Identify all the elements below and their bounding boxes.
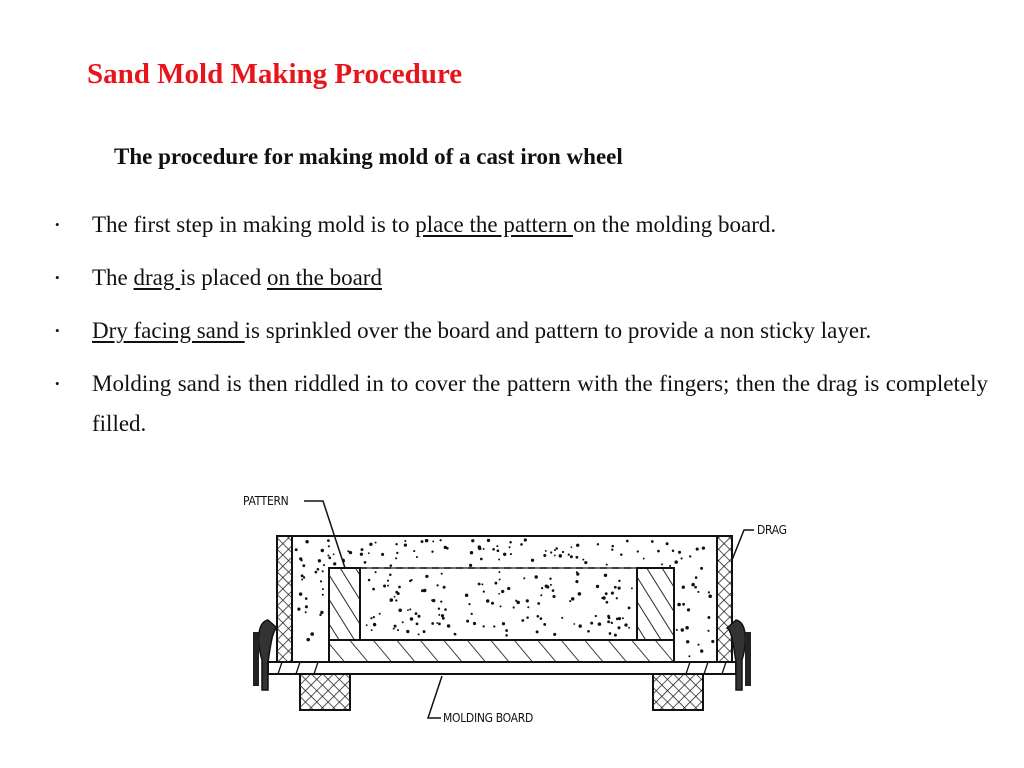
sand-dot xyxy=(394,625,397,628)
right-clamp-pin xyxy=(745,632,751,686)
sand-dot xyxy=(678,551,681,554)
sand-dot xyxy=(454,633,457,636)
sand-dot xyxy=(537,602,540,605)
sand-dot xyxy=(492,548,495,551)
sand-dot xyxy=(611,592,614,595)
sand-dot xyxy=(666,542,669,545)
sand-dot xyxy=(507,587,510,590)
sand-dot xyxy=(387,580,389,582)
sand-dot xyxy=(509,541,512,544)
sand-dot xyxy=(370,617,372,619)
bullet-dot: • xyxy=(55,376,60,391)
sand-dot xyxy=(681,628,684,631)
sand-dot xyxy=(595,615,597,617)
sand-dot xyxy=(674,560,677,563)
sand-dot xyxy=(534,575,537,578)
sand-dot xyxy=(526,599,529,602)
sand-dot xyxy=(297,607,300,610)
sand-dot xyxy=(333,553,335,555)
sand-dot xyxy=(540,617,543,620)
sand-dot xyxy=(364,561,367,564)
sand-dot xyxy=(499,579,501,581)
sand-dot xyxy=(390,564,393,567)
left-support-block xyxy=(300,674,350,710)
sand-dot xyxy=(672,550,675,553)
sand-dot xyxy=(502,622,505,625)
sand-dot xyxy=(305,597,308,600)
sand-dot xyxy=(299,592,302,595)
sand-dot xyxy=(440,601,442,603)
sand-dot xyxy=(597,543,599,545)
sand-dot xyxy=(486,599,489,602)
sand-dot xyxy=(526,616,529,619)
sand-dot xyxy=(395,599,397,601)
sand-dot xyxy=(702,546,705,549)
sand-dot xyxy=(697,644,699,646)
sand-dot xyxy=(614,586,617,589)
sand-dot xyxy=(550,584,552,586)
sand-dot xyxy=(570,555,573,558)
sand-dot xyxy=(669,565,671,567)
sand-dot xyxy=(416,556,418,558)
sand-dot xyxy=(687,608,690,611)
sand-dot xyxy=(575,580,578,583)
sand-dot xyxy=(587,630,590,633)
sand-dot xyxy=(483,625,485,627)
sand-dot xyxy=(394,596,396,598)
sand-dot xyxy=(483,590,485,592)
pattern-label: PATTERN xyxy=(243,494,289,508)
pattern-right-leg xyxy=(637,568,674,640)
sand-dot xyxy=(393,628,395,630)
sand-dot xyxy=(322,570,324,572)
sand-dot xyxy=(372,588,375,591)
sand-dot xyxy=(537,615,540,618)
sand-dot xyxy=(423,589,426,592)
sand-dot xyxy=(523,577,525,579)
sand-dot xyxy=(395,543,397,545)
sand-dot xyxy=(545,585,548,588)
sand-dot xyxy=(643,558,645,560)
sand-dot xyxy=(707,630,709,632)
sand-dot xyxy=(682,603,685,606)
sand-dot xyxy=(571,546,573,548)
sand-dot xyxy=(618,580,620,582)
sand-dot xyxy=(305,540,308,543)
sand-dot xyxy=(611,622,613,624)
sand-dot xyxy=(500,605,502,607)
bullet-underlined-text: drag xyxy=(133,265,181,290)
sand-dot xyxy=(366,624,368,626)
sand-dot xyxy=(561,617,563,619)
sand-dot xyxy=(616,618,619,621)
sand-dot xyxy=(555,547,558,550)
sand-dot xyxy=(562,551,564,553)
sand-dot xyxy=(468,603,470,605)
sand-dot xyxy=(466,620,469,623)
sand-dot xyxy=(696,548,699,551)
sand-dot xyxy=(397,592,400,595)
sand-dot xyxy=(301,578,303,580)
sand-dot xyxy=(295,548,298,551)
drag-left-wall xyxy=(277,536,292,662)
sand-dot xyxy=(540,594,542,596)
sand-dot xyxy=(320,611,323,614)
sand-dot xyxy=(657,550,660,553)
sand-dot xyxy=(360,553,363,556)
sand-dot xyxy=(322,594,324,596)
sand-dot xyxy=(554,554,556,556)
sand-dot xyxy=(487,539,490,542)
sand-dot xyxy=(614,634,617,637)
drag-leader-line xyxy=(732,530,754,560)
sand-dot xyxy=(571,597,574,600)
sand-dot xyxy=(628,627,630,629)
sand-dot xyxy=(661,563,663,565)
sand-dot xyxy=(545,550,547,552)
molding-board-leader-line xyxy=(428,676,442,718)
sand-dot xyxy=(442,617,445,620)
sand-dot xyxy=(317,568,320,571)
sand-dot xyxy=(387,585,389,587)
sand-dot xyxy=(395,557,397,559)
sand-dot xyxy=(503,553,506,556)
sand-dot xyxy=(498,593,500,595)
sand-dot xyxy=(447,624,450,627)
drag-right-wall xyxy=(717,536,732,662)
sand-dot xyxy=(436,622,438,624)
sand-dot xyxy=(497,549,500,552)
sand-dot xyxy=(494,582,497,585)
sand-dot xyxy=(306,638,310,642)
sand-dot xyxy=(682,586,685,589)
sand-dot xyxy=(315,571,318,574)
sand-dot xyxy=(436,584,438,586)
sand-dot xyxy=(396,552,398,554)
sand-dot xyxy=(368,552,370,554)
bullet-underlined-text: place the pattern xyxy=(415,212,573,237)
sand-dot xyxy=(578,624,581,627)
sand-dot xyxy=(700,649,703,652)
sand-dot xyxy=(425,575,428,578)
sand-dot xyxy=(708,591,710,593)
molding-board xyxy=(268,662,736,674)
bullet-dot: • xyxy=(55,270,60,285)
sand-dot xyxy=(611,545,614,548)
sand-dot xyxy=(505,634,508,637)
sand-dot xyxy=(432,540,434,542)
sand-dot xyxy=(328,545,330,547)
sand-dot xyxy=(631,587,633,589)
sand-dot xyxy=(549,578,551,580)
sand-dot xyxy=(373,616,375,618)
sand-dot xyxy=(550,551,552,553)
sand-dot xyxy=(501,590,504,593)
sand-dot xyxy=(323,564,325,566)
left-clamp-pin xyxy=(253,632,259,686)
sand-dot xyxy=(410,617,413,620)
sand-dot xyxy=(685,626,689,630)
slide-title: Sand Mold Making Procedure xyxy=(87,58,463,90)
sand-dot xyxy=(584,561,587,564)
sand-dot xyxy=(607,620,610,623)
sand-dot xyxy=(327,539,330,542)
sand-dot xyxy=(520,543,523,546)
sand-dot xyxy=(373,623,376,626)
sand-dot xyxy=(333,562,336,565)
sand-dot xyxy=(327,554,329,556)
sand-dot xyxy=(493,625,495,627)
sand-dot xyxy=(691,583,695,587)
sand-dot xyxy=(695,576,698,579)
sand-dot xyxy=(553,633,556,636)
sand-dot xyxy=(369,543,372,546)
sand-dot xyxy=(398,586,401,589)
sand-dot xyxy=(375,571,377,573)
sand-dot xyxy=(707,616,710,619)
sand-dot xyxy=(417,615,420,618)
sand-dot xyxy=(604,574,607,577)
sand-dot xyxy=(443,586,446,589)
sand-dot xyxy=(302,564,305,567)
sand-dot xyxy=(404,540,406,542)
sand-dot xyxy=(446,547,449,550)
sand-dot xyxy=(688,655,690,657)
sand-dot xyxy=(431,622,434,625)
sand-dot xyxy=(677,603,681,607)
bullet-text: is sprinkled over the board and pattern to provide a non sticky layer. xyxy=(244,318,872,343)
sand-dot xyxy=(498,559,500,561)
sand-dot xyxy=(381,553,384,556)
sand-dot xyxy=(617,626,620,629)
sand-dot xyxy=(598,622,602,626)
sand-dot xyxy=(596,585,599,588)
bullet-dot: • xyxy=(55,217,60,232)
sand-dot xyxy=(622,617,624,619)
sand-dot xyxy=(711,640,714,643)
drag-label: DRAG xyxy=(757,523,787,537)
sand-dot xyxy=(651,540,654,543)
sand-dot xyxy=(531,559,534,562)
sand-dot xyxy=(521,619,524,622)
bullet-text: on the molding board. xyxy=(572,212,777,237)
sand-dot xyxy=(568,554,570,556)
sand-dot xyxy=(431,551,433,553)
sand-dot xyxy=(576,544,579,547)
sand-dot xyxy=(328,557,331,560)
sand-dot xyxy=(608,616,611,619)
sand-dot xyxy=(465,594,469,598)
pattern-base xyxy=(329,640,674,662)
sand-dot xyxy=(479,583,481,585)
sand-dot xyxy=(438,607,440,609)
bullet-text: is placed xyxy=(180,265,267,290)
sand-dot xyxy=(478,547,481,550)
slide-subtitle: The procedure for making mold of a cast iron wheel xyxy=(114,144,623,169)
sand-dot xyxy=(602,596,606,600)
sand-dot xyxy=(441,614,444,617)
sand-dot xyxy=(404,543,407,546)
sand-dot xyxy=(416,623,419,626)
sand-dot xyxy=(483,548,485,550)
sand-dot xyxy=(390,598,394,602)
sand-dot xyxy=(407,609,409,611)
sand-dot xyxy=(509,546,511,548)
right-support-block xyxy=(653,674,703,710)
sand-dot xyxy=(578,592,582,596)
bullet-text: Molding sand is then riddled in to cover the pattern with the fingers; then the drag is completely filled. xyxy=(92,371,988,436)
sand-dot xyxy=(611,549,613,551)
sand-dot xyxy=(305,605,308,608)
sand-dot xyxy=(444,608,447,611)
sand-dot xyxy=(480,558,483,561)
sand-dot xyxy=(375,542,377,544)
molding-board-label: MOLDING BOARD xyxy=(443,711,533,725)
sand-dot xyxy=(606,564,608,566)
sand-dot xyxy=(361,548,364,551)
sand-dot xyxy=(389,574,392,577)
sand-dot xyxy=(425,539,429,543)
sand-dot xyxy=(320,580,322,582)
sand-dot xyxy=(413,550,415,552)
sand-dot xyxy=(590,622,593,625)
sand-dot xyxy=(527,606,529,608)
sand-dot xyxy=(524,538,527,541)
sand-dot xyxy=(543,623,546,626)
sand-dot xyxy=(515,600,517,602)
sand-dot xyxy=(536,630,539,633)
sand-dot xyxy=(471,613,473,615)
sand-dot xyxy=(498,571,500,573)
sand-dot xyxy=(576,556,579,559)
sand-dot xyxy=(402,621,404,623)
sand-dot xyxy=(582,559,584,561)
sand-dot xyxy=(470,551,473,554)
sand-dot xyxy=(543,554,546,557)
sand-dot xyxy=(471,539,474,542)
sand-dot xyxy=(628,606,631,609)
sand-dot xyxy=(541,587,543,589)
sand-dot xyxy=(368,579,371,582)
sand-dot xyxy=(305,611,307,613)
sand-dot xyxy=(552,589,555,592)
sand-dot xyxy=(397,629,399,631)
sand-dot xyxy=(469,564,472,567)
sand-dot xyxy=(637,550,639,552)
sand-dot xyxy=(681,557,683,559)
sand-dot xyxy=(406,630,409,633)
sand-dot xyxy=(569,600,571,602)
sand-dot xyxy=(708,595,712,599)
bullet-text: The first step in making mold is to xyxy=(92,212,416,237)
sand-dot xyxy=(473,622,476,625)
sand-dot xyxy=(398,609,402,613)
sand-dot xyxy=(496,545,498,547)
sand-dot xyxy=(347,550,349,552)
sand-dot xyxy=(409,580,411,582)
sand-dot xyxy=(439,539,441,541)
sand-dot xyxy=(510,553,512,555)
sand-dot xyxy=(513,606,515,608)
sand-dot xyxy=(481,583,483,585)
sand-dot xyxy=(505,629,508,632)
sand-dot xyxy=(552,595,555,598)
sand-dot xyxy=(441,573,443,575)
sand-dot xyxy=(321,549,324,552)
sand-dot xyxy=(626,540,629,543)
sand-dot xyxy=(438,623,441,626)
sand-dot xyxy=(676,629,678,631)
sand-dot xyxy=(609,632,612,635)
sand-dot xyxy=(491,602,494,605)
sand-dot xyxy=(418,633,420,635)
sand-dot xyxy=(617,586,620,589)
sand-dot xyxy=(421,540,424,543)
bullet-dot: • xyxy=(55,323,60,338)
sand-dot xyxy=(616,597,618,599)
sand-dot xyxy=(409,608,411,610)
sand-dot xyxy=(694,586,697,589)
sand-dot xyxy=(576,572,579,575)
sand-dot xyxy=(301,574,304,577)
sand-dot xyxy=(423,630,426,633)
sand-dot xyxy=(371,629,373,631)
sand-dot xyxy=(697,591,699,593)
sand-dot xyxy=(432,599,435,602)
sand-dot xyxy=(322,588,324,590)
sand-dot xyxy=(383,584,386,587)
sand-dot xyxy=(700,567,703,570)
sand-dot xyxy=(318,559,321,562)
sand-dot xyxy=(689,555,691,557)
sand-dot xyxy=(438,614,440,616)
sand-dot xyxy=(310,632,314,636)
sand-dot xyxy=(299,557,302,560)
sand-dot xyxy=(554,549,556,551)
sand-dot xyxy=(573,623,575,625)
sand-dot xyxy=(559,554,562,557)
sand-dot xyxy=(624,623,627,626)
bullet-underlined-text: Dry facing sand xyxy=(92,318,245,343)
sand-dot xyxy=(606,601,609,604)
sand-dot xyxy=(620,553,623,556)
pattern-left-leg xyxy=(329,568,360,640)
bullet-text: The xyxy=(92,265,134,290)
sand-dot xyxy=(686,640,689,643)
sand-dot xyxy=(319,614,321,616)
sand-dot xyxy=(415,612,418,615)
sand-dot xyxy=(379,613,381,615)
sand-dot xyxy=(605,592,608,595)
left-clamp xyxy=(259,620,277,690)
bullet-underlined-text: on the board xyxy=(267,265,382,290)
